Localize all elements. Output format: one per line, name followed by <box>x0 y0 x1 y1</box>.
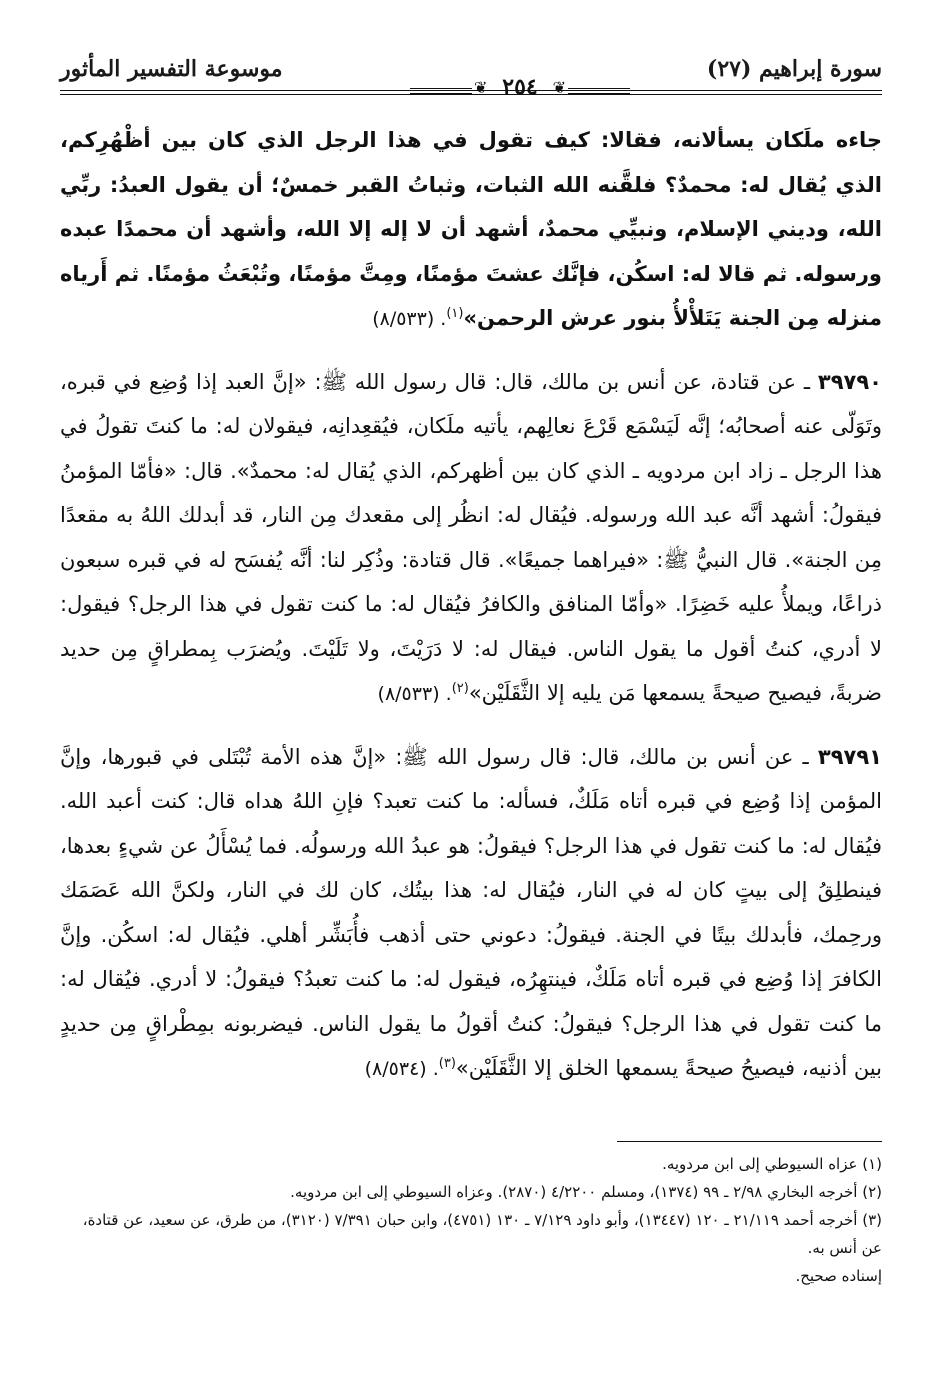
page-number: ٢٥٤ <box>502 74 538 100</box>
page-number-ornament <box>410 76 630 100</box>
paragraph-text: ـ عن أنس بن مالك، قال: قال رسول الله ﷺ: «إنَّ هذه الأمة تُبْتَلى في قبورها، وإنَّ المؤمن إذا وُضِع في قبره أتاه مَلَكٌ، فسأله: ما كنت تعبد؟ فإنِ اللهُ هداه قال: كنت أعبد الله. فيُقال له: ما كنت تقول في هذا الرجل؟ فيقولُ: هو عبدُ الله ورسولُه. فما يُسْأَلُ عن شيءٍ بعدها، فينطلِقُ إلى بيتٍ كان له في النار، فيُقال له: هذا بيتُك، كان لك في النار، ولكنَّ الله عَصَمَك ورحِمك، فأبدلك بيتًا في الجنة. فيقولُ: دعوني حتى أذهب فأُبَشِّر أهلي. فيُقال له: اسكُن. وإنَّ الكافرَ إذا وُضِع في قبره أتاه مَلَكٌ، فينتهِرُه، فيقول له: ما كنت تعبدُ؟ فيقولُ: لا أدري. فيُقال له: ما كنت تقول في هذا الرجل؟ فيقولُ: كنتُ أقولُ ما يقول الناس. فيضربونه بمِطْراقٍ مِن حديدٍ بين أذنيه، فيصيحُ صيحةً يسمعها الخلق إلا الثَّقَلَيْن» <box>60 744 882 1080</box>
volume-page-reference: . (٨/٥٣٤) <box>364 1058 439 1080</box>
volume-page-reference: . (٨/٥٣٣) <box>377 683 452 705</box>
footnote-marker: (٣) <box>438 1056 456 1071</box>
footnote: إسناده صحيح. <box>795 1267 882 1285</box>
footnote: (٢) أخرجه البخاري ٢/٩٨ ـ ٩٩ (١٣٧٤)، ومسلم ٤/٢٢٠٠ (٢٨٧٠). وعزاه السيوطي إلى ابن مردويه. <box>290 1183 882 1201</box>
book-title: موسوعة التفسير المأثور <box>60 56 283 82</box>
footnote-marker: (١) <box>446 306 464 321</box>
footnote: (١) عزاه السيوطي إلى ابن مردويه. <box>662 1155 882 1173</box>
surah-title: سورة إبراهيم (٢٧) <box>706 56 882 82</box>
entry-number: ٣٩٧٩٠ <box>817 369 882 394</box>
paragraph-text: جاءه ملَكان يسألانه، فقالا: كيف تقول في هذا الرجل الذي كان بين أظْهُرِكم، الذي يُقال له: محمدٌ؟ فلقَّنه الله الثبات، وثباتُ القبر خمسٌ؛ أن يقول العبدُ: ربِّي الله، وديني الإسلام، ونبيِّي محمدٌ، أشهد أن لا إله إلا الله، وأشهد أن محمدًا عبده ورسوله. ثم قالا له: اسكُن، فإنَّك عشتَ مؤمنًا، ومِتَّ مؤمنًا، وتُبْعَثُ مؤمنًا. ثم أَرياه منزله مِن الجنة يَتَلأْلأُ بنور عرش الرحمن» <box>60 128 882 330</box>
entry-number: ٣٩٧٩١ <box>817 744 882 769</box>
hadith-entry <box>60 360 882 717</box>
footnote: (٣) أخرجه أحمد ٢١/١١٩ ـ ١٢٠ (١٣٤٤٧)، وأبو داود ٧/١٢٩ ـ ١٣٠ (٤٧٥١)، وابن حبان ٧/٣٩١ (٣١٢٠)، من طرق، عن سعيد، عن قتادة، عن أنس به. <box>82 1211 882 1257</box>
footnotes <box>60 1150 882 1290</box>
paragraph-continuation <box>60 118 882 342</box>
page-header <box>60 48 882 100</box>
main-text <box>60 118 882 1110</box>
footnote-divider <box>617 1141 882 1142</box>
volume-page-reference: . (٨/٥٣٣) <box>372 308 447 330</box>
header-divider <box>60 90 882 95</box>
paragraph-text: ـ عن قتادة، عن أنس بن مالك، قال: قال رسول الله ﷺ: «إنَّ العبد إذا وُضِع في قبره، وتَوَلّى عنه أصحابُه؛ إنَّه لَيَسْمَع قَرْعَ نعالِهم، يأتيه ملَكان، فيُقعِدانِه، فيقولان له: ما كنتَ تقولُ في هذا الرجل ـ زاد ابن مردويه ـ الذي كان بين أظهركم، الذي يُقال له: محمدٌ». قال: «فأمّا المؤمنُ فيقولُ: أشهد أنَّه عبد الله ورسوله. فيُقال له: انظُر إلى مقعدك مِن النار، قد أبدلك اللهُ به مقعدًا مِن الجنة». قال النبيُّ ﷺ: «فيراهما جميعًا». قال قتادة: وذُكِر لنا: أنَّه يُفسَح له في قبره سبعون ذراعًا، ويملأُ عليه خَضِرًا. «وأمّا المنافق والكافرُ فيُقال له: ما كنت تقول في هذا الرجل؟ فيقول: لا أدري، كنتُ أقول ما يقول الناس. فيقال له: لا دَرَيْتَ، ولا تَلَيْتَ. ويُضرَب بِمطراقٍ مِن حديد ضربةً، فيصيح صيحةً يسمعها مَن يليه إلا الثَّقَلَيْن» <box>60 369 882 705</box>
ornament-flourish-right-icon: ❦ <box>552 78 566 97</box>
footnote-marker: (٢) <box>451 681 469 696</box>
hadith-entry <box>60 735 882 1092</box>
ornament-flourish-left-icon: ❦ <box>474 78 488 97</box>
